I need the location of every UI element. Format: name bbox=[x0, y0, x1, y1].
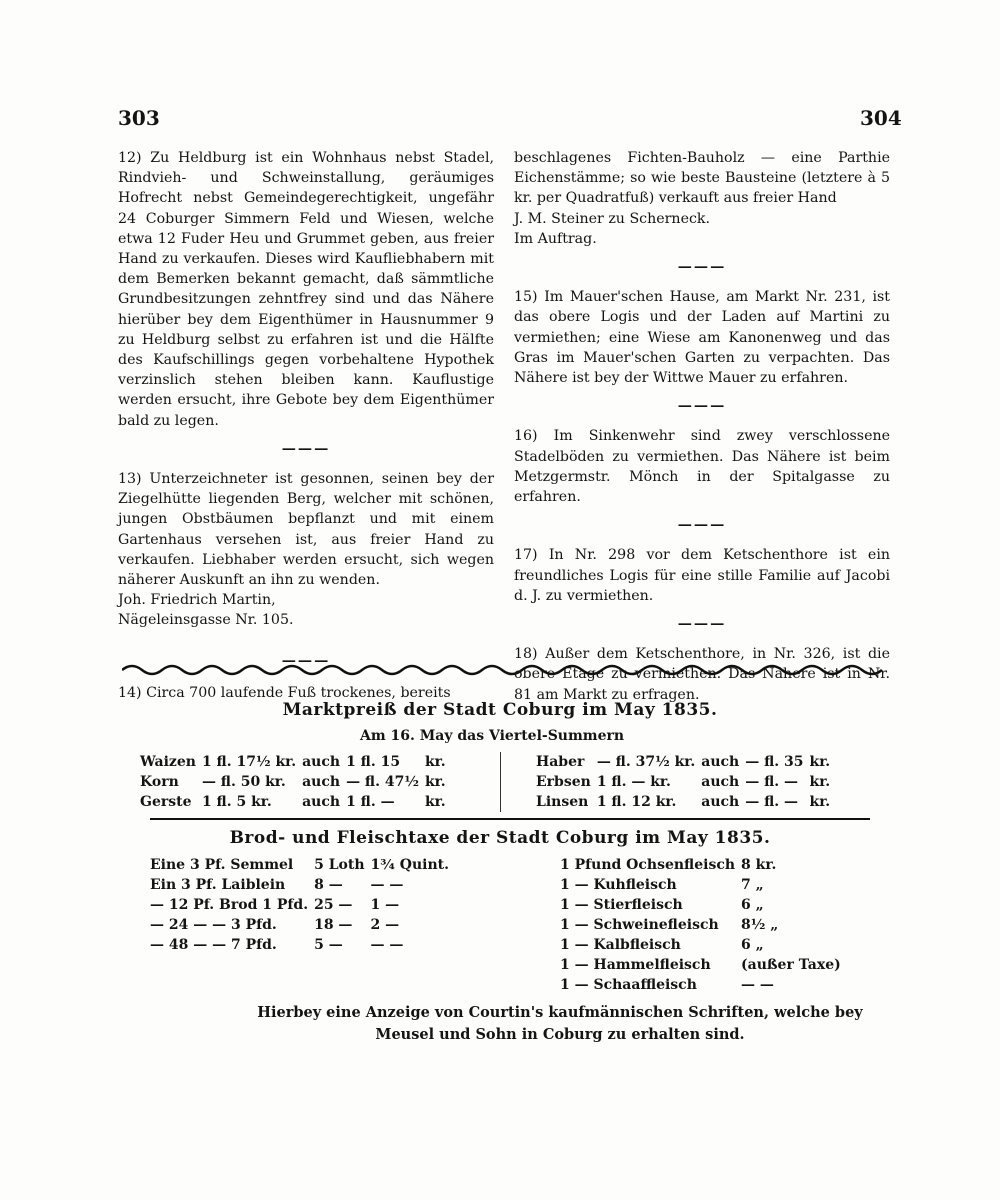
market-table-right bbox=[536, 752, 836, 812]
table-cell: auch bbox=[701, 754, 740, 770]
notice-13: 13) Unterzeichneter ist gesonnen, seinen bey der Ziegelhütte liegenden Berg, welcher mit schönen, jungen Obstbäumen bepflanzt und mit einem Gartenhaus versehen ist, aus freier Hand zu verkaufen. Liebhaber werden ersucht, sich wegen näherer Auskunft an ihn zu wenden. bbox=[118, 471, 494, 589]
market-row bbox=[536, 772, 836, 792]
table-cell: 2 — bbox=[370, 917, 400, 933]
meat-row bbox=[560, 975, 847, 995]
table-cell: auch bbox=[701, 774, 740, 790]
right-column bbox=[514, 148, 890, 705]
table-cell: 8 — bbox=[314, 877, 343, 893]
table-cell: 5 Loth bbox=[314, 857, 365, 873]
table-cell: kr. bbox=[809, 774, 831, 790]
bread-row bbox=[150, 855, 455, 875]
market-row bbox=[140, 752, 452, 772]
table-cell: Erbsen bbox=[536, 774, 591, 790]
meat-row bbox=[560, 855, 847, 875]
bread-row bbox=[150, 935, 455, 955]
notice-15: 15) Im Mauer'schen Hause, am Markt Nr. 231, ist das obere Logis und der Laden auf Martini zu vermiethen; eine Wiese am Kanonenweg und das Gras im Mauer'schen Garten zu verpachten. Das Nähere ist bey der Wittwe Mauer zu erfahren. bbox=[514, 289, 890, 387]
table-cell: — — bbox=[370, 877, 404, 893]
bread-table bbox=[150, 855, 455, 955]
table-cell: 1¾ Quint. bbox=[370, 857, 449, 873]
meat-row bbox=[560, 915, 847, 935]
table-cell: — — bbox=[741, 977, 774, 993]
notice-14-continued: beschlagenes Fichten-Bauholz — eine Parthie Eichenstämme; so wie beste Bausteine (letztere à 5 kr. per Quadratfuß) verkauft aus freier Hand bbox=[514, 150, 890, 207]
table-cell: — 12 Pf. Brod 1 Pfd. bbox=[150, 897, 309, 913]
table-cell: 25 — bbox=[314, 897, 353, 913]
table-cell: Gerste bbox=[140, 794, 192, 810]
separator: ——— bbox=[677, 517, 727, 534]
notice-13-signature-address: Nägeleinsgasse Nr. 105. bbox=[118, 612, 294, 629]
table-cell: — — bbox=[370, 937, 404, 953]
table-cell: — fl. — bbox=[745, 774, 799, 790]
table-cell: kr. bbox=[424, 794, 446, 810]
notice-16: 16) Im Sinkenwehr sind zwey verschlossene Stadelböden zu vermiethen. Das Nähere ist beim Metzgermstr. Mönch in der Spitalgasse zu erfahren. bbox=[514, 428, 890, 506]
notice-18: 18) Außer dem Ketschenthore, in Nr. 326, ist die obere Etage zu vermiethen. Das Nähere ist in Nr. 81 am Markt zu erfragen. bbox=[514, 646, 890, 703]
table-cell: — fl. — bbox=[745, 794, 799, 810]
table-cell: auch bbox=[302, 754, 341, 770]
table-cell: 1 fl. 5 kr. bbox=[201, 794, 272, 810]
table-cell: 8½ „ bbox=[741, 917, 779, 933]
page-number-right: 304 bbox=[860, 106, 902, 130]
bread-row bbox=[150, 915, 455, 935]
page-number-left: 303 bbox=[118, 106, 160, 130]
horizontal-rule bbox=[150, 818, 870, 820]
table-cell: 1 — Stierfleisch bbox=[560, 897, 683, 913]
table-cell: 7 „ bbox=[741, 877, 764, 893]
table-cell: — fl. 47½ bbox=[346, 774, 419, 790]
table-cell: Korn bbox=[140, 774, 179, 790]
bread-meat-title: Brod- und Fleischtaxe der Stadt Coburg im May 1835. bbox=[229, 828, 771, 848]
table-cell: 6 „ bbox=[741, 897, 764, 913]
table-cell: Eine 3 Pf. Semmel bbox=[150, 857, 294, 873]
separator: ——— bbox=[677, 616, 727, 633]
table-cell: 1 — Kalbfleisch bbox=[560, 937, 681, 953]
meat-row bbox=[560, 935, 847, 955]
table-cell: kr. bbox=[424, 754, 446, 770]
table-cell: 1 fl. 15 bbox=[346, 754, 401, 770]
table-cell: 1 fl. — bbox=[346, 794, 395, 810]
table-cell: 1 Pfund Ochsenfleisch bbox=[560, 857, 736, 873]
table-cell: auch bbox=[701, 794, 740, 810]
table-cell: 6 „ bbox=[741, 937, 764, 953]
table-cell: auch bbox=[302, 774, 341, 790]
column-divider bbox=[500, 752, 501, 812]
table-cell: — fl. 35 bbox=[745, 754, 804, 770]
meat-row bbox=[560, 875, 847, 895]
footer-advertisement: Hierbey eine Anzeige von Courtin's kaufmännischen Schriften, welche bey Meusel und Sohn in Coburg zu erhalten sind. bbox=[257, 1004, 863, 1043]
notice-17: 17) In Nr. 298 vor dem Ketschenthore ist ein freundliches Logis für eine stille Familie auf Jacobi d. J. zu vermiethen. bbox=[514, 547, 890, 604]
table-cell: 1 fl. 12 kr. bbox=[596, 794, 677, 810]
table-cell: 18 — bbox=[314, 917, 353, 933]
table-cell: 1 — bbox=[370, 897, 400, 913]
table-cell: 1 — Schaaffleisch bbox=[560, 977, 697, 993]
separator: ——— bbox=[281, 440, 331, 457]
notice-14: 14) Circa 700 laufende Fuß trockenes, bereits bbox=[118, 684, 451, 701]
left-column bbox=[118, 148, 494, 703]
notice-12: 12) Zu Heldburg ist ein Wohnhaus nebst Stadel, Rindvieh- und Schweinstallung, geräumiges Hofrecht nebst Gemeindegerechtigkeit, ungefähr 24 Coburger Simmern Feld und Wiesen, welche etwa 12 Fuder Heu und Grummet geben, aus freier Hand zu verkaufen. Dieses wird Kaufliebhabern mit dem Bemerken bekannt gemacht, daß sämmtliche Grundbesitzungen zehntfrey sind und das Nähere hierüber bey dem Eigenthümer in Hausnummer 9 zu Heldburg selbst zu erfahren ist und die Hälfte des Kaufschillings gegen vorbehaltene Hypothek verzinslich stehen bleiben kann. Kauflustige werden ersucht, ihre Gebote bey dem Eigenthümer bald zu legen. bbox=[118, 150, 494, 429]
table-cell: — fl. 50 kr. bbox=[201, 774, 286, 790]
market-row bbox=[536, 752, 836, 772]
table-cell: Ein 3 Pf. Laiblein bbox=[150, 877, 286, 893]
market-row bbox=[140, 792, 452, 812]
notice-14-signature: J. M. Steiner zu Scherneck. bbox=[514, 210, 711, 227]
bread-row bbox=[150, 895, 455, 915]
separator: ——— bbox=[677, 398, 727, 415]
table-cell: auch bbox=[302, 794, 341, 810]
table-cell: 1 — Hammelfleisch bbox=[560, 957, 711, 973]
table-cell: — 24 — — 3 Pfd. bbox=[150, 917, 277, 933]
table-cell: — 48 — — 7 Pfd. bbox=[150, 937, 277, 953]
bread-row bbox=[150, 875, 455, 895]
table-cell: (außer Taxe) bbox=[741, 957, 841, 973]
meat-row bbox=[560, 895, 847, 915]
notice-14-signature-note: Im Auftrag. bbox=[514, 230, 597, 247]
table-cell: 1 fl. — kr. bbox=[596, 774, 671, 790]
table-cell: — fl. 37½ kr. bbox=[596, 754, 696, 770]
meat-table bbox=[560, 855, 847, 995]
table-cell: 8 kr. bbox=[741, 857, 777, 873]
market-row bbox=[536, 792, 836, 812]
table-cell: kr. bbox=[809, 754, 831, 770]
table-cell: 1 — Schweinefleisch bbox=[560, 917, 719, 933]
meat-row bbox=[560, 955, 847, 975]
table-cell: 1 fl. 17½ kr. bbox=[201, 754, 297, 770]
table-cell: kr. bbox=[809, 794, 831, 810]
table-cell: Haber bbox=[536, 754, 585, 770]
market-row bbox=[140, 772, 452, 792]
market-subtitle: Am 16. May das Viertel-Summern bbox=[360, 728, 625, 744]
table-cell: kr. bbox=[424, 774, 446, 790]
separator: ——— bbox=[677, 259, 727, 276]
separator: ——— bbox=[281, 652, 331, 669]
table-cell: Waizen bbox=[140, 754, 196, 770]
notice-13-signature-name: Joh. Friedrich Martin, bbox=[118, 592, 276, 609]
table-cell: 1 — Kuhfleisch bbox=[560, 877, 677, 893]
wavy-divider bbox=[122, 662, 892, 678]
table-cell: Linsen bbox=[536, 794, 589, 810]
market-table-left bbox=[140, 752, 452, 812]
table-cell: 5 — bbox=[314, 937, 343, 953]
market-title: Marktpreiß der Stadt Coburg im May 1835. bbox=[282, 700, 718, 720]
